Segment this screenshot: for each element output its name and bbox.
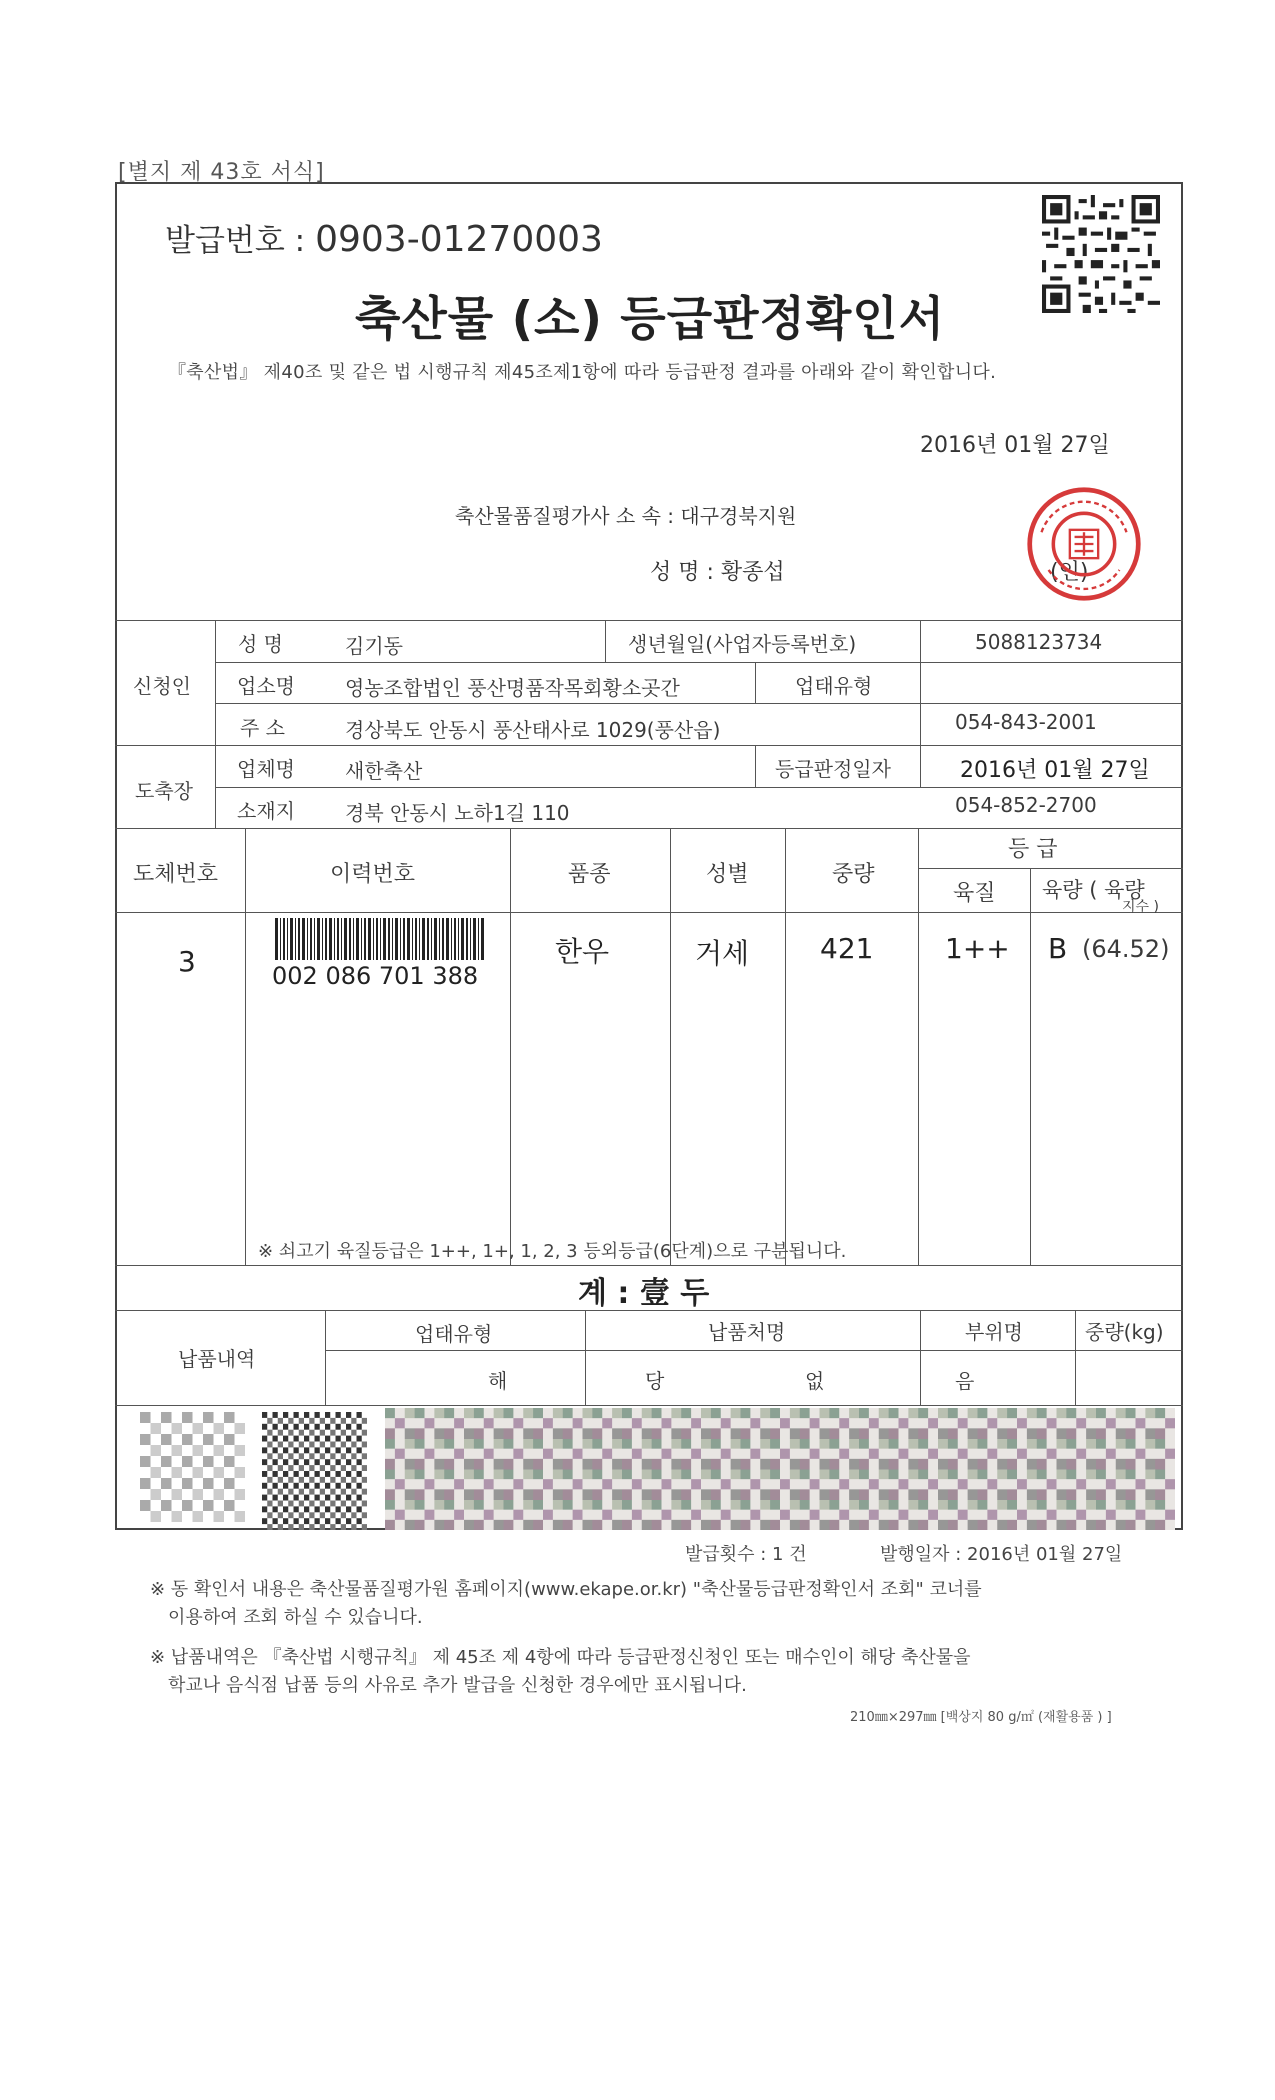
delivery-value-2: 당 — [645, 1369, 665, 1393]
document-title: 축산물 (소) 등급판정확인서 — [355, 292, 946, 347]
applicant-name: 김기동 — [345, 634, 403, 658]
breed-value: 한우 — [555, 935, 610, 968]
delivery-business-type-header: 업태유형 — [415, 1322, 493, 1346]
delivery-value-1: 해 — [488, 1369, 508, 1393]
grader-name: 성 명 : 황종섭 — [650, 560, 785, 585]
yield-header: 육량 ( 육량 — [1042, 878, 1145, 902]
breed-header: 품종 — [568, 862, 611, 887]
delivery-part-header: 부위명 — [965, 1320, 1023, 1344]
form-number: [별지 제 43호 서식] — [118, 160, 325, 185]
paper-spec: 210㎜×297㎜ [백상지 80 g/㎡ (재활용품 ) ] — [850, 1710, 1112, 1725]
company-label: 업체명 — [237, 757, 295, 781]
applicant-section-label: 신청인 — [133, 674, 191, 698]
issue-count: 발급횟수 : 1 건 — [685, 1544, 807, 1565]
yield-grade-value: B — [1048, 932, 1068, 965]
delivery-weight-header: 중량(kg) — [1085, 1320, 1164, 1344]
slaughterhouse-section-label: 도축장 — [135, 779, 193, 803]
trace-number: 002 086 701 388 — [272, 962, 479, 990]
issued-date: 발행일자 : 2016년 01월 27일 — [880, 1544, 1123, 1565]
issue-date: 2016년 01월 27일 — [920, 433, 1110, 458]
yield-index-header: 지수 ) — [1122, 899, 1159, 915]
grader-seal-mark: (인) — [1050, 560, 1089, 585]
yield-index-value: (64.52) — [1082, 935, 1170, 963]
weight-header: 중량 — [832, 862, 875, 887]
delivery-section-label: 납품내역 — [178, 1347, 256, 1371]
footer-note-2: 이용하여 조회 하실 수 있습니다. — [168, 1607, 423, 1628]
location-label: 소재지 — [237, 799, 295, 823]
address-label: 주 소 — [240, 716, 285, 740]
issue-number: 0903-01270003 — [315, 219, 603, 260]
carcass-number: 3 — [178, 945, 196, 978]
business-name-label: 업소명 — [237, 674, 295, 698]
grade-scale-note: ※ 쇠고기 육질등급은 1++, 1+, 1, 2, 3 등외등급(6단계)으로 구분됩니다. — [258, 1241, 847, 1262]
delivery-value-4: 음 — [955, 1369, 975, 1393]
issue-number-line — [165, 215, 603, 260]
applicant-phone: 054-843-2001 — [955, 710, 1097, 734]
trace-barcode-icon — [275, 918, 485, 960]
sex-value: 거세 — [695, 937, 750, 970]
trace-number-header: 이력번호 — [330, 862, 416, 887]
delivery-recipient-header: 납품처명 — [708, 1320, 786, 1344]
footer-note-4: 학교나 음식점 납품 등의 사유로 추가 발급을 신청한 경우에만 표시됩니다. — [168, 1675, 747, 1696]
company-name: 새한축산 — [345, 759, 423, 783]
business-name: 영농조합법인 풍산명품작목회황소곳간 — [345, 676, 680, 700]
applicant-dob: 5088123734 — [975, 630, 1103, 654]
weight-value: 421 — [820, 932, 874, 965]
legal-statement: 『축산법』 제40조 및 같은 법 시행규칙 제45조제1항에 따라 등급판정 결과를 아래와 같이 확인합니다. — [168, 362, 997, 383]
delivery-value-3: 없 — [805, 1369, 825, 1393]
grader-affiliation: 축산물품질평가사 소 속 : 대구경북지원 — [455, 504, 797, 528]
security-barcode-icon — [262, 1412, 367, 1530]
business-type-label: 업태유형 — [795, 674, 873, 698]
official-seal-icon — [1025, 485, 1143, 603]
location: 경북 안동시 노하1길 110 — [345, 801, 570, 825]
qr-code-icon — [1042, 195, 1160, 313]
grade-date-label: 등급판정일자 — [775, 757, 891, 781]
slaughterhouse-phone: 054-852-2700 — [955, 793, 1097, 817]
quality-grade-value: 1++ — [945, 932, 1010, 965]
security-pattern-icon — [140, 1412, 245, 1522]
footer-note-1: ※ 동 확인서 내용은 축산물품질평가원 홈페이지(www.ekape.or.kr) "축산물등급판정확인서 조회" 코너를 — [150, 1579, 982, 1600]
sex-header: 성별 — [706, 862, 749, 887]
total-count: 계 : 壹 두 — [578, 1276, 710, 1311]
issue-number-label: 발급번호 : — [165, 223, 306, 259]
footer-note-3: ※ 납품내역은 『축산법 시행규칙』 제 45조 제 4항에 따라 등급판정신청인 또는 매수인이 해당 축산물을 — [150, 1647, 971, 1668]
quality-header: 육질 — [953, 881, 996, 906]
address: 경상북도 안동시 풍산태사로 1029(풍산읍) — [345, 718, 721, 742]
grade-date: 2016년 01월 27일 — [960, 758, 1150, 783]
applicant-name-label: 성 명 — [238, 632, 283, 656]
encrypted-data-strip-icon — [385, 1408, 1175, 1530]
carcass-number-header: 도체번호 — [133, 862, 219, 887]
applicant-dob-label: 생년월일(사업자등록번호) — [628, 632, 857, 656]
grade-header: 등 급 — [1008, 837, 1058, 862]
